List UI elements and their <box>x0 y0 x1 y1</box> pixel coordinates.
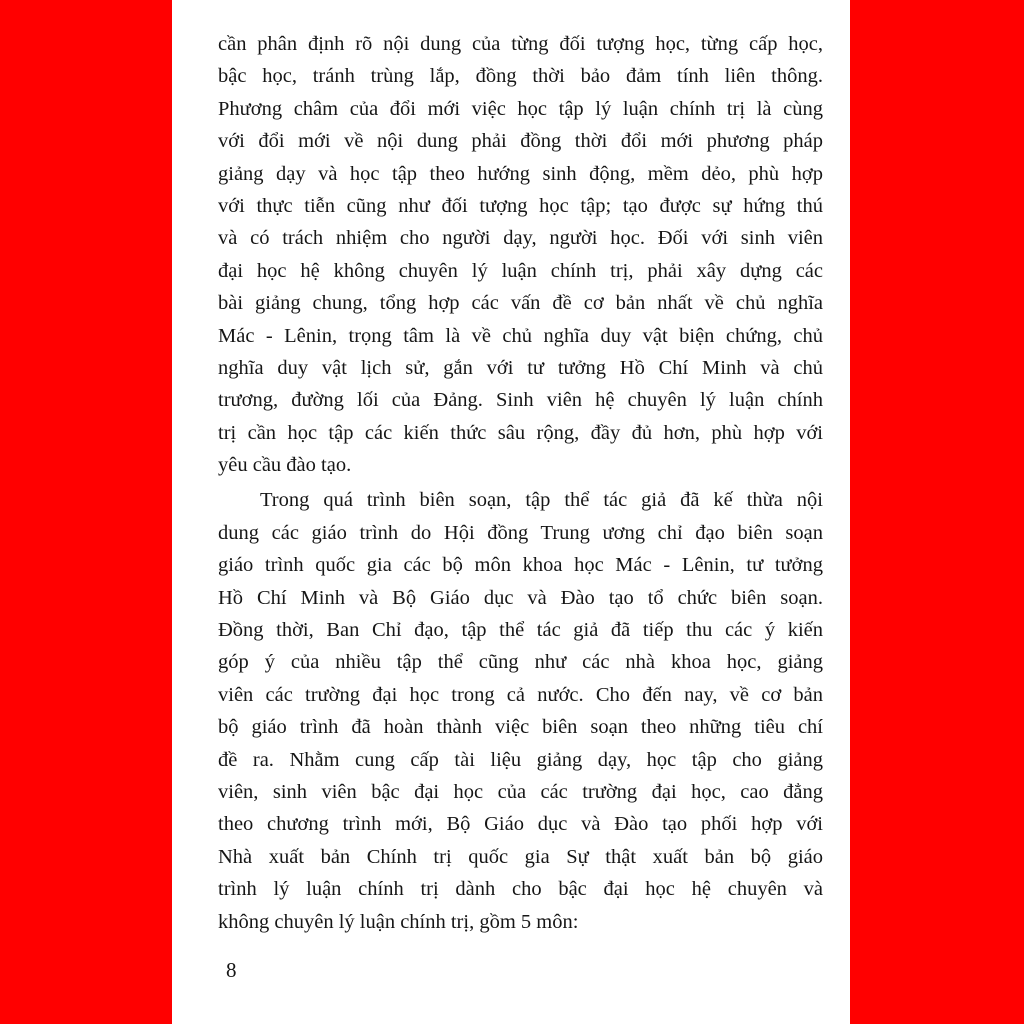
paragraph-1-line: giảng dạy và học tập theo hướng sinh động, mềm dẻo, phù hợp <box>218 162 823 185</box>
paragraph-1-line: bậc học, tránh trùng lắp, đồng thời bảo đảm tính liên thông. <box>218 65 823 88</box>
paragraph-2-line: Đồng thời, Ban Chỉ đạo, tập thể tác giả đã tiếp thu các ý kiến <box>218 619 823 642</box>
paragraph-2-line: Hồ Chí Minh và Bộ Giáo dục và Đào tạo tổ chức biên soạn. <box>218 586 823 609</box>
paragraph-2 <box>218 484 823 937</box>
paragraph-2-line: Nhà xuất bản Chính trị quốc gia Sự thật xuất bản bộ giáo <box>218 845 823 868</box>
paragraph-1-line: và có trách nhiệm cho người dạy, người học. Đối với sinh viên <box>218 227 823 250</box>
book-page <box>172 0 850 1024</box>
paragraph-2-line: trình lý luận chính trị dành cho bậc đại học hệ chuyên và <box>218 878 823 901</box>
paragraph-1-line: trương, đường lối của Đảng. Sinh viên hệ chuyên lý luận chính <box>218 389 823 412</box>
paragraph-2-line: theo chương trình mới, Bộ Giáo dục và Đào tạo phối hợp với <box>218 813 823 836</box>
paragraph-1-line: trị cần học tập các kiến thức sâu rộng, đầy đủ hơn, phù hợp với <box>218 421 823 444</box>
paragraph-1-line: với thực tiễn cũng như đối tượng học tập; tạo được sự hứng thú <box>218 194 823 217</box>
paragraph-1-line: cần phân định rõ nội dung của từng đối tượng học, từng cấp học, <box>218 33 823 55</box>
paragraph-2-line: giáo trình quốc gia các bộ môn khoa học Mác - Lênin, tư tưởng <box>218 554 823 577</box>
paragraph-2-line: bộ giáo trình đã hoàn thành việc biên soạn theo những tiêu chí <box>218 716 823 739</box>
paragraph-2-line: viên, sinh viên bậc đại học của các trường đại học, cao đẳng <box>218 780 823 803</box>
paragraph-1-line: bài giảng chung, tổng hợp các vấn đề cơ bản nhất về chủ nghĩa <box>218 292 823 315</box>
page-number: 8 <box>226 958 237 982</box>
paragraph-2-line: góp ý của nhiều tập thể cũng như các nhà khoa học, giảng <box>218 651 823 674</box>
paragraph-2-line: viên các trường đại học trong cả nước. Cho đến nay, về cơ bản <box>218 683 823 706</box>
paragraph-1-line: Mác - Lênin, trọng tâm là về chủ nghĩa duy vật biện chứng, chủ <box>218 324 823 347</box>
paragraph-2-line: Trong quá trình biên soạn, tập thể tác giả đã kế thừa nội <box>260 489 823 512</box>
paragraph-2-line: không chuyên lý luận chính trị, gồm 5 môn: <box>218 910 579 933</box>
paragraph-1-line: Phương châm của đổi mới việc học tập lý luận chính trị là cùng <box>218 97 823 120</box>
page-body-text <box>218 28 823 938</box>
paragraph-1-line: với đổi mới về nội dung phải đồng thời đổi mới phương pháp <box>218 130 823 153</box>
paragraph-2-line: dung các giáo trình do Hội đồng Trung ương chỉ đạo biên soạn <box>218 521 823 544</box>
paragraph-2-line: đề ra. Nhằm cung cấp tài liệu giảng dạy, học tập cho giảng <box>218 748 823 771</box>
paragraph-1-line: nghĩa duy vật lịch sử, gắn với tư tưởng Hồ Chí Minh và chủ <box>218 356 823 379</box>
paragraph-1-line: đại học hệ không chuyên lý luận chính trị, phải xây dựng các <box>218 259 823 282</box>
paragraph-1 <box>218 28 823 481</box>
paragraph-1-line: yêu cầu đào tạo. <box>218 454 352 477</box>
